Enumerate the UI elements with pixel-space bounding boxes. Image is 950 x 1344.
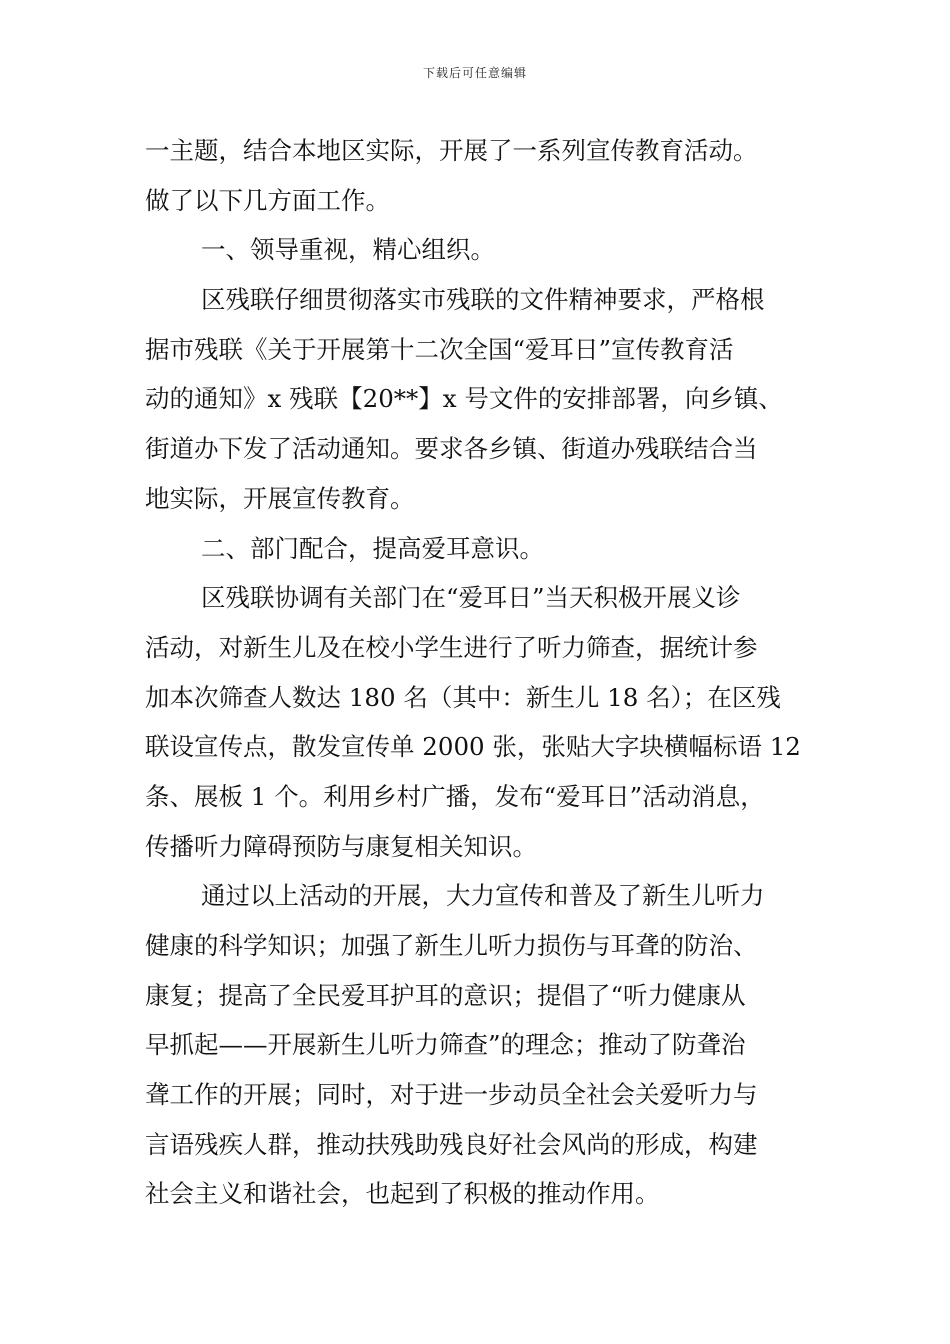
text-line: 条、展板 1 个。利用乡村广播，发布“爱耳日”活动消息， [145,781,765,811]
text-line: 联设宣传点，散发宣传单 2000 张，张贴大字块横幅标语 12 [145,732,801,762]
text-line: 传播听力障碍预防与康复相关知识。 [145,831,537,861]
text-line: 言语残疾人群，推动扶残助残良好社会风尚的形成，构建 [145,1129,758,1159]
text-line: 加本次筛查人数达 180 名（其中：新生儿 18 名）；在区残 [145,682,781,712]
text-line: 聋工作的开展；同时，对于进一步动员全社会关爱听力与 [145,1080,758,1110]
text-line: 通过以上活动的开展，大力宣传和普及了新生儿听力 [201,881,765,911]
text-line: 一主题，结合本地区实际，开展了一系列宣传教育活动。 [145,136,758,165]
text-line: 二、部门配合，提高爱耳意识。 [201,533,544,563]
text-line: 一、领导重视，精心组织。 [201,235,495,265]
text-line: 地实际，开展宣传教育。 [145,483,415,513]
text-line: 做了以下几方面工作。 [145,185,390,215]
text-line: 动的通知》x 残联【20**】x 号文件的安排部署，向乡镇、 [145,384,783,414]
text-line: 区残联协调有关部门在“爱耳日”当天积极开展义诊 [201,583,741,613]
document-body [145,126,810,1219]
text-line: 社会主义和谐社会，也起到了积极的推动作用。 [145,1179,660,1209]
text-line: 早抓起——开展新生儿听力筛查”的理念；推动了防聋治 [145,1030,746,1060]
text-line: 据市残联《关于开展第十二次全国“爱耳日”宣传教育活 [145,334,734,364]
text-line: 康复；提高了全民爱耳护耳的意识；提倡了“听力健康从 [145,980,746,1010]
text-line: 区残联仔细贯彻落实市残联的文件精神要求，严格根 [201,285,765,315]
text-line: 健康的科学知识；加强了新生儿听力损伤与耳聋的防治、 [145,931,758,960]
text-line: 街道办下发了活动通知。要求各乡镇、街道办残联结合当 [145,434,758,464]
text-line: 活动，对新生儿及在校小学生进行了听力筛查，据统计参 [145,632,758,662]
page-header: 下载后可任意编辑 [422,66,527,80]
